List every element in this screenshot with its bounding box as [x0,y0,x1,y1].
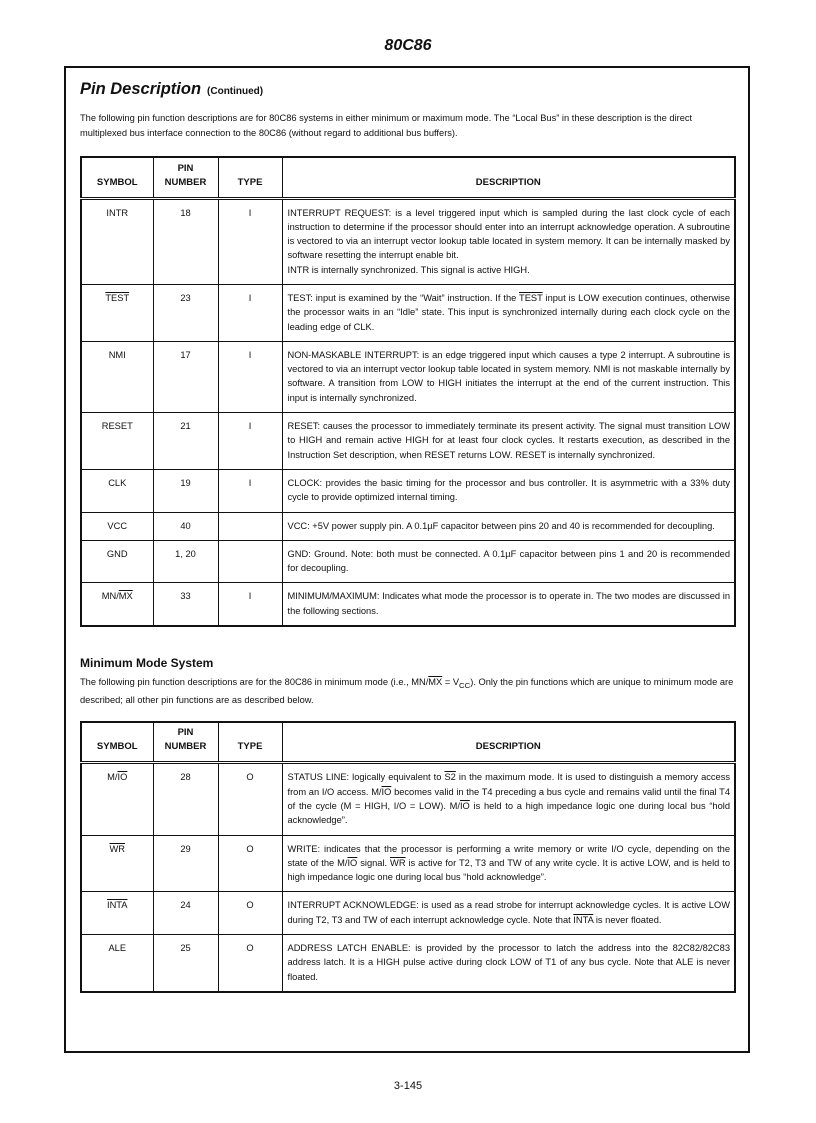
intro-text-3: ). Only the pin functions which are unique to minimum mode are described; all other pin functions are as described below. [80,677,734,705]
pin-cell: 28 [153,763,218,835]
type-cell: I [218,583,282,626]
intro-text: The following pin function descriptions are for the 80C86 in minimum mode (i.e., MN/ [80,677,429,688]
description-text-2: INTR is internally synchronized. This signal is active HIGH. [287,264,530,275]
col-header-pin-top: PIN [177,727,194,739]
table-row [81,835,735,892]
type-cell: O [218,763,282,835]
symbol-cell: VCC [81,512,153,540]
symbol-cell: ALE [108,943,127,954]
description-overline: S2 [444,772,456,783]
col-header-description: DESCRIPTION [282,157,735,198]
symbol-cell: CLK [81,469,153,512]
minimum-mode-table [80,721,736,993]
symbol-cell: RESET [81,413,153,470]
table-row [81,512,735,540]
section-title-pin-description [80,78,736,103]
description-text: WRITE: indicates that the processor is performing a write memory or write I/O cycle, depending on the state of the M/ [287,843,730,868]
col-header-pin-number [153,157,218,198]
col-header-pin-bottom: NUMBER [164,176,207,188]
type-cell: O [218,835,282,892]
symbol-overline: $\overline{IO}$ [117,772,128,783]
description-cell: VCC: +5V power supply pin. A 0.1µF capacitor between pins 20 and 40 is recommended for decoupling. [282,512,735,540]
pin-cell: 24 [153,892,218,935]
col-header-pin-number [153,722,218,763]
description-cell: MINIMUM/MAXIMUM: Indicates what mode the processor is to operate in. The two modes are discussed in the following sections. [282,583,735,626]
intro-subscript: CC [459,680,471,690]
continued-label: (Continued) [207,86,264,97]
pin-description-table [80,156,736,627]
description-text-2: in the maximum mode. It is used to distinguish a memory access from an I/O access. M/ [287,772,731,797]
pin-cell: 1, 20 [153,540,218,583]
type-cell: O [218,935,282,992]
section-intro: The following pin function descriptions are for 80C86 systems in either minimum or maximum mode. The “Local Bus” in these description is the direct multiplexed bus interface connection to the 80C86 (without regard to additional bus buffers). [80,113,693,138]
symbol-cell [81,583,153,626]
type-cell: I [218,469,282,512]
symbol-overline: TEST [105,292,130,303]
section-title-minimum-mode: Minimum Mode System [80,656,214,671]
col-header-pin-top: PIN [177,162,194,174]
description-text: STATUS LINE: logically equivalent to [287,772,445,783]
page-number: 3-145 [393,1080,423,1092]
col-header-type: TYPE [218,157,282,198]
document-title: 80C86 [384,37,432,54]
symbol-text: MN/ [101,591,119,602]
symbol-overline: $\overline{WR}$ [109,843,125,854]
symbol-cell: INTR [81,198,153,284]
col-header-symbol: SYMBOL [81,722,153,763]
table-row [81,413,735,470]
description-cell: NON-MASKABLE INTERRUPT: is an edge triggered input which causes a type 2 interrupt. A subroutine is vectored to via an interrupt vector lookup table located in system memory. NMI is not maskable internally by software. A transition from LOW to HIGH initiates the interrupt at the end of the current instruction. This input is internally synchronized. [282,341,735,412]
description-text: INTERRUPT REQUEST: is a level triggered input which is sampled during the last clock cycle of each instruction to determine if the processor should enter into an interrupt acknowledge operation. A subroutine is vectored to via an interrupt vector lookup table located in system memory. It can be internally masked by software resetting the interrupt enable bit. [287,207,730,261]
symbol-cell [81,763,153,835]
description-overline: INTA [573,914,594,925]
description-text-3: becomes valid in the T4 preceding a bus cycle and remains valid until the final T4 of the cycle (M = HIGH, I/O = LOW). M/ [287,786,730,811]
symbol-cell: NMI [81,341,153,412]
col-header-pin-bottom: NUMBER [164,741,207,753]
description-cell [282,892,735,935]
description-overline-2: $\overline{IO}$ [381,786,392,797]
table-row [81,198,735,284]
pin-cell: 17 [153,341,218,412]
table-row [81,341,735,412]
type-cell [218,540,282,583]
table-row [81,469,735,512]
pin-cell: 29 [153,835,218,892]
description-text: INTERRUPT ACKNOWLEDGE: is used as a read strobe for interrupt acknowledge cycles. It is active LOW during T2, T3 and TW of each interrupt acknowledge cycle. Note that [287,900,730,925]
pin-cell: 18 [153,198,218,284]
description-cell [282,763,735,835]
description-text-2: is never floated. [593,914,662,925]
col-header-symbol: SYMBOL [81,157,153,198]
col-header-description: DESCRIPTION [282,722,735,763]
pin-cell: 40 [153,512,218,540]
minimum-mode-intro [80,675,736,708]
type-cell: I [218,413,282,470]
description-cell [282,284,735,341]
symbol-overline: INTA [107,900,128,911]
table-row [81,284,735,341]
symbol-cell: GND [81,540,153,583]
description-text-2: signal. [357,857,391,868]
table-row [81,935,735,992]
description-cell: CLOCK: provides the basic timing for the processor and bus controller. It is asymmetric with a 33% duty cycle to provide optimized internal timing. [282,469,735,512]
pin-cell: 25 [153,935,218,992]
pin-cell: 33 [153,583,218,626]
col-header-type: TYPE [218,722,282,763]
content-area [80,78,736,993]
type-cell [218,512,282,540]
description-cell: GND: Ground. Note: both must be connected. A 0.1µF capacitor between pins 1 and 20 is recommended for decoupling. [282,540,735,583]
description-overline-3: $\overline{IO}$ [459,800,470,811]
type-cell: O [218,892,282,935]
description-overline: $\overline{IO}$ [347,857,358,868]
symbol-cell [81,835,153,892]
description-cell: RESET: causes the processor to immediately terminate its present activity. The signal must transition LOW to HIGH and remain active HIGH for at least four clock cycles. It restarts execution, as described in the Instruction Set description, when RESET returns LOW. RESET is internally synchronized. [282,413,735,470]
section-title-text: Pin Description [80,80,202,98]
type-cell: I [218,284,282,341]
description-overline: TEST [519,292,543,303]
description-text: TEST: input is examined by the “Wait” instruction. If the [287,292,520,303]
table-row [81,892,735,935]
description-text-2: input is LOW execution continues, otherwise the processor waits in an “Idle” state. This input is synchronized internally during each clock cycle on the leading edge of CLK. [287,292,730,332]
description-cell [282,198,735,284]
table-row [81,540,735,583]
pin-cell: 23 [153,284,218,341]
type-cell: I [218,341,282,412]
intro-overline: $\overline{MX}$ [428,677,443,688]
description-cell: ADDRESS LATCH ENABLE: is provided by the processor to latch the address into the 82C82/82C83 address latch. It is a HIGH pulse active during clock LOW of T1 of any bus cycle. Note that ALE is never floated. [282,935,735,992]
table-row [81,583,735,626]
table-row [81,763,735,835]
symbol-text: M/ [107,772,118,783]
intro-text-2: = V [442,677,460,688]
description-text-3: is active for T2, T3 and TW of any write cycle. It is active LOW, and is held to high impedance logic one during local bus “hold acknowledge”. [287,857,730,883]
pin-cell: 19 [153,469,218,512]
symbol-cell [81,892,153,935]
symbol-overline: $\overline{MX}$ [118,591,133,602]
description-overline-2: $\overline{WR}$ [390,857,406,868]
pin-cell: 21 [153,413,218,470]
description-text-4: is held to a high impedance logic one during local bus “hold acknowledge”. [287,800,730,826]
type-cell: I [218,198,282,284]
description-cell [282,835,735,892]
symbol-cell [81,284,153,341]
